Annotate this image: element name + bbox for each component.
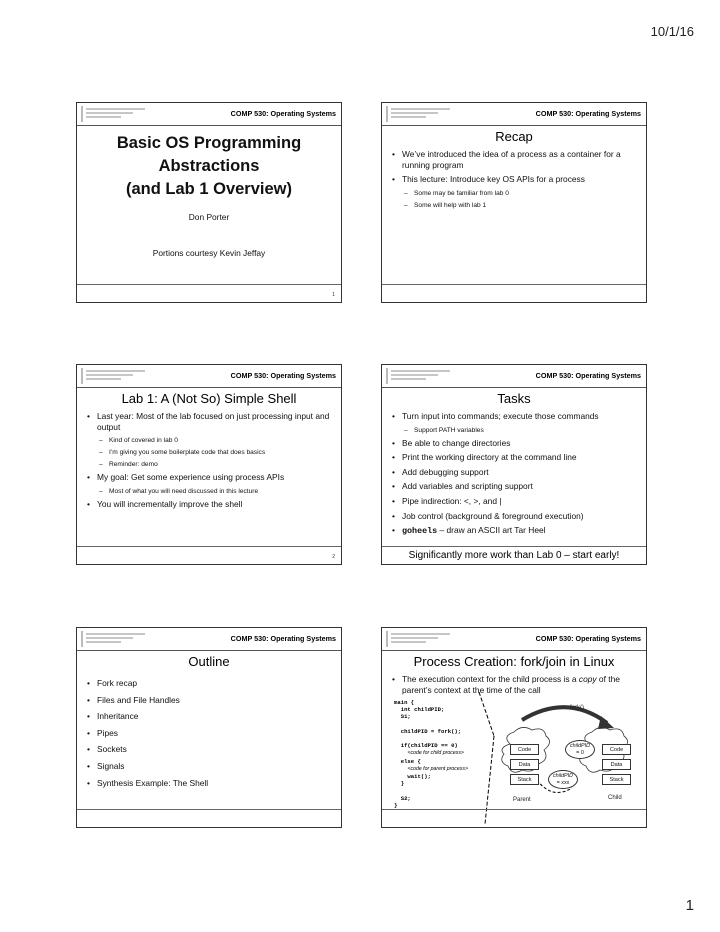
slide-title: Recap [495,129,533,144]
sub-bullet: – I’m giving you some boilerplate code that does basics [87,448,335,457]
bullet: • Print the working directory at the command line [392,452,640,463]
course-title: COMP 530: Operating Systems [230,371,336,380]
slide-footer [382,809,646,827]
bullet: • Add debugging support [392,467,640,478]
parent-pid-bubble: childPID = xxx [548,770,578,789]
bullet [392,525,640,537]
bullet: • Sockets [87,744,335,755]
university-logo [386,106,450,122]
divider-line [479,692,494,736]
course-title: COMP 530: Operating Systems [535,109,641,118]
bullet-list [77,678,341,788]
bullet: • You will incrementally improve the shell [87,499,335,510]
slide-footer [77,284,341,302]
sub-bullet: – Most of what you will need discussed in this lecture [87,487,335,496]
bullet: • Job control (background & foreground execution) [392,511,640,522]
slide-note: Significantly more work than Lab 0 – start early! [408,550,620,561]
course-title: COMP 530: Operating Systems [230,109,336,118]
child-pid-bubble: childPID = 0 [565,740,595,759]
university-logo [81,106,145,122]
sub-bullet: – Some may be familiar from lab 0 [392,189,640,198]
child-data-box: Data [602,759,631,770]
slide-header [382,103,646,126]
bullet: • Pipes [87,728,335,739]
slide-4 [381,364,647,565]
university-logo [386,368,450,384]
bullet-list [382,411,646,537]
sub-bullet: – Kind of covered in lab 0 [87,436,335,445]
slide-footer [382,284,646,302]
goheels-description: – draw an ASCII art Tar Heel [437,525,546,536]
bullet-list [382,149,646,210]
course-title: COMP 530: Operating Systems [230,634,336,643]
parent-data-box: Data [510,759,539,770]
bullet: • Be able to change directories [392,438,640,449]
slide-2 [381,102,647,303]
bullet: • We’ve introduced the idea of a process as a container for a running program [392,149,640,170]
slide-footer [382,546,646,564]
credit: Portions courtesy Kevin Jeffay [152,248,266,258]
slide-title: Outline [188,654,230,669]
bullet: • Turn input into commands; execute those commands [392,411,640,422]
bullet: • This lecture: Introduce key OS APIs for a process [392,174,640,185]
slide-3 [76,364,342,565]
bullet: • Add variables and scripting support [392,481,640,492]
sub-bullet: – Some will help with lab 1 [392,201,640,210]
child-code-box: Code [602,744,631,755]
child-label: Child [608,795,622,801]
slide-footer [77,809,341,827]
course-title: COMP 530: Operating Systems [535,634,641,643]
bullet: • My goal: Get some experience using process APIs [87,472,335,483]
bullet: • Inheritance [87,711,335,722]
child-stack-box: Stack [602,774,631,785]
fork-arrow [522,707,607,723]
bullet-list [77,411,341,509]
slide-title: Lab 1: A (Not So) Simple Shell [121,391,297,406]
slide-number: 1 [332,292,335,298]
author: Don Porter [188,212,230,222]
sub-bullet: – Reminder: demo [87,460,335,469]
slide-5 [76,627,342,828]
university-logo [81,631,145,647]
slide-header [77,628,341,651]
sub-bullet: – Support PATH variables [392,426,640,435]
bullet: • The execution context for the child process is a copy of the parent’s context at the time of the call [392,674,640,695]
slide-6 [381,627,647,828]
bullet: • Synthesis Example: The Shell [87,778,335,789]
parent-stack-box: Stack [510,774,539,785]
parent-code-box: Code [510,744,539,755]
bullet: • Pipe indirection: <, >, and | [392,496,640,507]
slide-header [382,365,646,388]
goheels-command: goheels [402,526,438,537]
slide-number: 2 [332,554,335,560]
slide-footer [77,546,341,564]
bullet: • Last year: Most of the lab focused on just processing input and output [87,411,335,432]
fork-label: fork() [570,705,584,711]
bullet: • Files and File Handles [87,695,335,706]
parent-label: Parent [513,797,531,803]
slide-title: Basic OS Programming Abstractions (and Lab 1 Overview) [116,134,302,198]
code-snippet: main { int childPID; S1; childPID = fork(); if(childPID == 0) <code for child process> else { <code for parent process> wait(); } S2; } [394,699,468,809]
slide-header [77,103,341,126]
page-date: 10/1/16 [650,24,694,39]
slide-1 [76,102,342,303]
course-title: COMP 530: Operating Systems [535,371,641,380]
slide-header [77,365,341,388]
university-logo [81,368,145,384]
bullet: • Signals [87,761,335,772]
slide-title: Process Creation: fork/join in Linux [413,654,615,669]
slide-title: Tasks [497,391,531,406]
bullet: • Fork recap [87,678,335,689]
page-number: 1 [685,897,694,914]
